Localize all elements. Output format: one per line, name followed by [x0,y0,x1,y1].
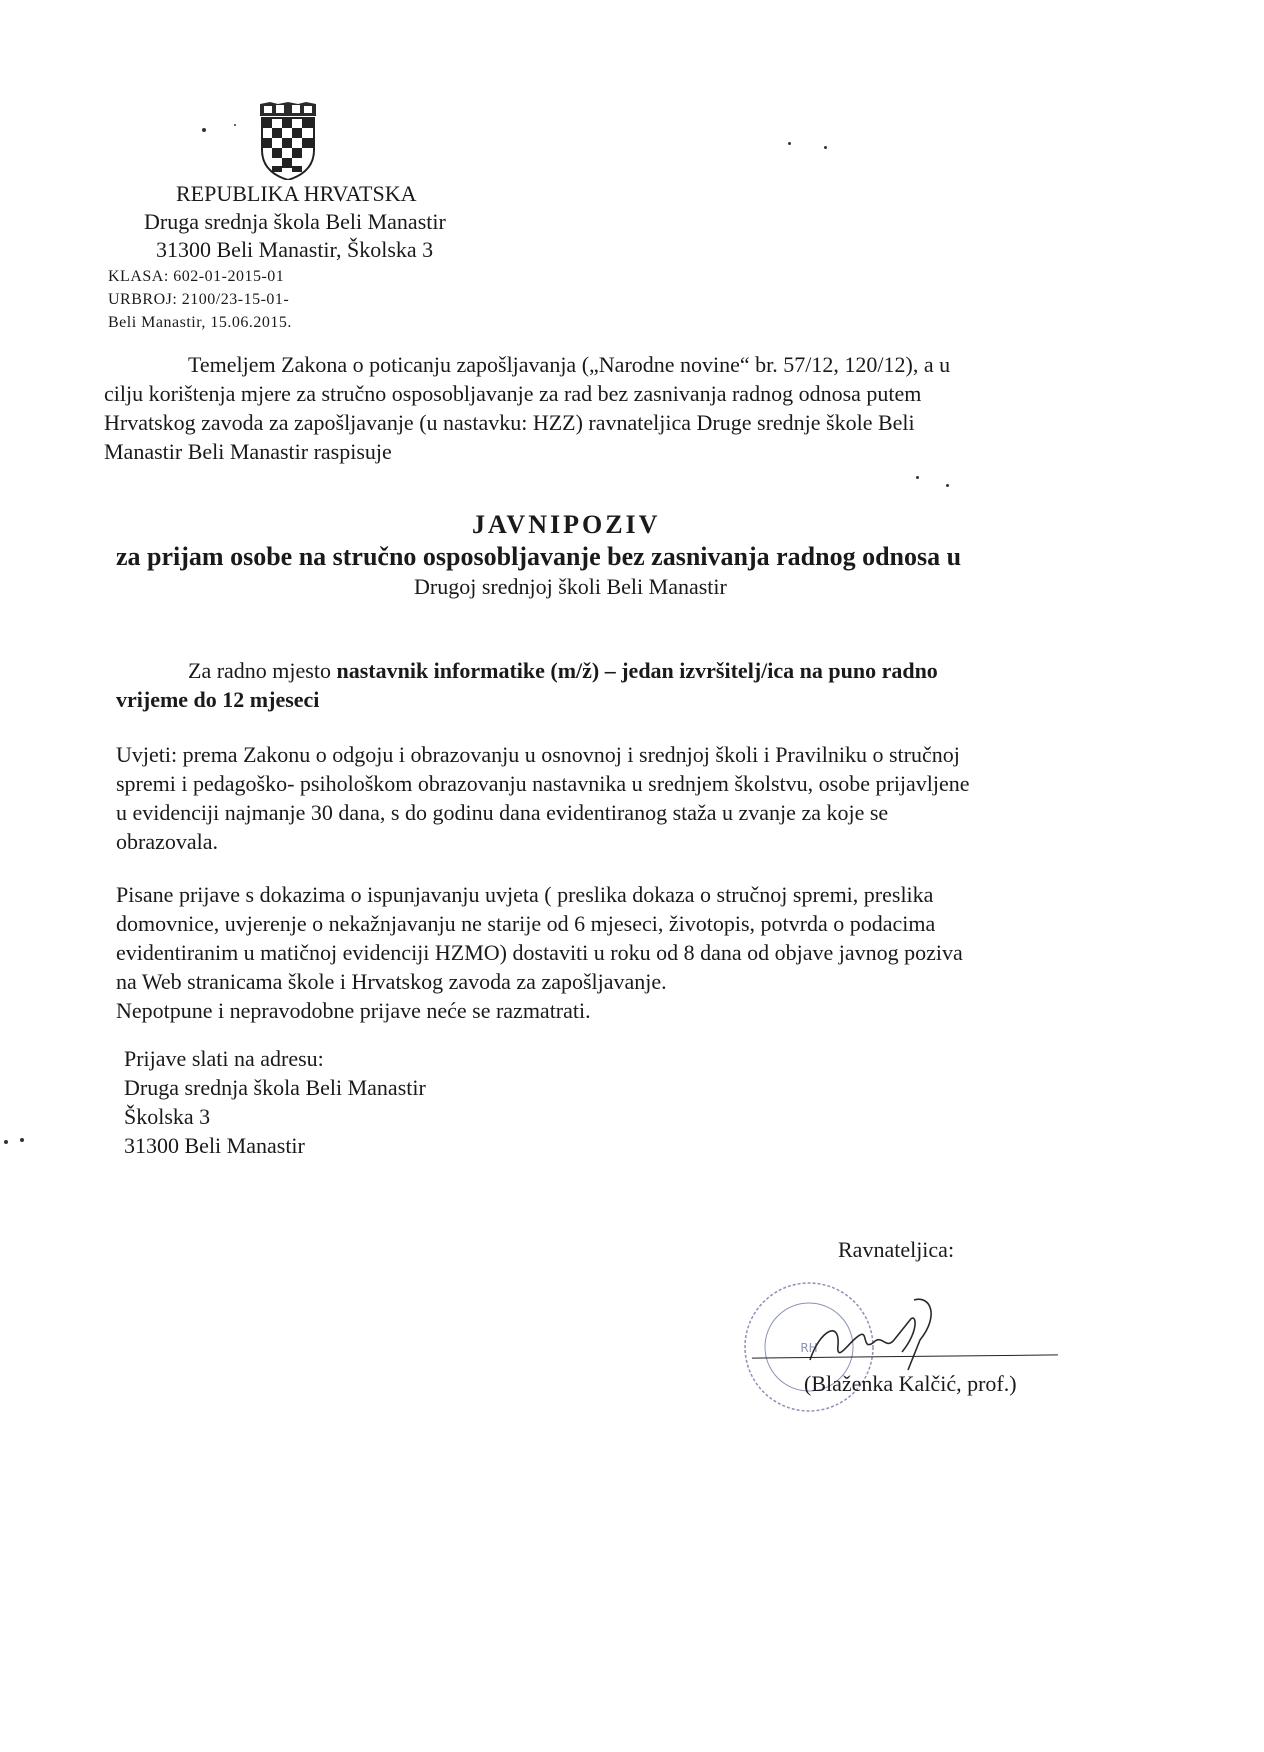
conditions-paragraph [116,740,970,856]
school-name: Druga srednja škola Beli Manastir [144,209,446,234]
position-title: nastavnik informatike (m/ž) – jedan izvršitelj/ica na puno radno [336,658,938,683]
position-prefix: Za radno mjesto [188,658,337,683]
applications-paragraph [116,880,963,1025]
applications-line: na Web stranicama škole i Hrvatskog zavoda za zapošljavanje. [116,969,667,994]
conditions-line: obrazovala. [116,829,218,854]
intro-line: Manastir Beli Manastir raspisuje [104,439,392,464]
croatian-coat-of-arms-icon [256,102,320,180]
intro-line: Temeljem Zakona o poticanju zapošljavanja („Narodne novine“ br. 57/12, 120/12), a u [188,352,951,377]
applications-line: domovnice, uvjerenje o nekažnjavanju ne starije od 6 mjeseci, životopis, potvrda o podacima [116,911,936,936]
urbroj: URBROJ: 2100/23-15-01- [108,291,290,308]
address-line: Druga srednja škola Beli Manastir [124,1075,426,1100]
address-line: Školska 3 [124,1104,211,1129]
signatory-name: (Blaženka Kalčić, prof.) [804,1371,1017,1396]
intro-line: Hrvatskog zavoda za zapošljavanje (u nastavku: HZZ) ravnateljica Druge srednje škole Beli [104,410,915,435]
address-line: 31300 Beli Manastir [124,1133,305,1158]
conditions-line: spremi i pedagoško- psihološkom obrazovanju nastavnika u srednjem školstvu, osobe prijavljene [116,771,970,796]
position-duration: vrijeme do 12 mjeseci [116,687,320,712]
intro-paragraph [104,350,950,466]
school-address: 31300 Beli Manastir, Školska 3 [156,237,434,262]
document-subtitle-2: Drugoj srednjoj školi Beli Manastir [414,574,727,599]
svg-text:RH: RH [800,1341,818,1355]
scan-speck [946,484,949,487]
klasa: KLASA: 602-01-2015-01 [108,268,285,285]
handwritten-signature-icon [790,1290,970,1380]
address-line: Prijave slati na adresu: [124,1046,324,1071]
applications-line: Pisane prijave s dokazima o ispunjavanju uvjeta ( preslika dokaza o stručnoj spremi, preslika [116,882,934,907]
scan-speck [20,1138,24,1142]
applications-line: evidentiranim u matičnoj evidenciji HZMO) dostaviti u roku od 8 dana od objave javnog poziva [116,940,963,965]
conditions-line: Uvjeti: prema Zakonu o odgoju i obrazovanju u osnovnoj i srednjoj školi i Pravilniku o stručnoj [116,742,960,767]
intro-line: cilju korištenja mjere za stručno osposobljavanje za rad bez zasnivanja radnog odnosa putem [104,381,922,406]
scan-speck [4,1140,8,1144]
applications-line: Nepotpune i nepravodobne prijave neće se razmatrati. [116,998,591,1023]
scan-speck [824,146,827,149]
document-title: JAVNIPOZIV [472,510,661,539]
conditions-line: u evidenciji najmanje 30 dana, s do godinu dana evidentiranog staža u zvanje za koje se [116,800,889,825]
place-date: Beli Manastir, 15.06.2015. [108,314,292,331]
document-subtitle: za prijam osobe na stručno osposobljavanje bez zasnivanja radnog odnosa u [116,542,962,571]
scan-speck [202,128,206,132]
scan-speck [788,142,791,145]
position-paragraph [116,656,938,714]
country-name: REPUBLIKA HRVATSKA [176,181,417,206]
address-block [124,1044,426,1160]
scan-speck [234,124,236,126]
scan-speck [916,476,919,479]
signatory-role: Ravnateljica: [838,1237,955,1262]
